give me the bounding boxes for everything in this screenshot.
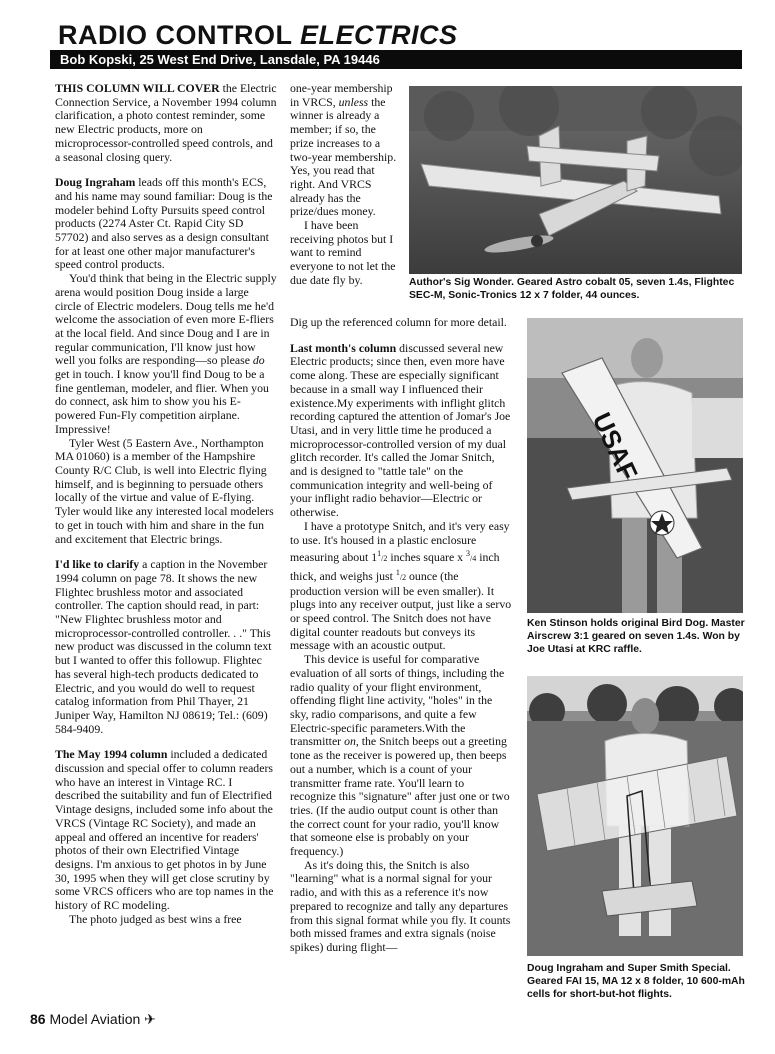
photo-super-smith — [527, 676, 743, 956]
photo-sig-wonder — [409, 86, 742, 274]
paragraph-device-useful — [290, 653, 512, 859]
column-title-part1: RADIO CONTROL — [58, 20, 292, 50]
paragraph-text: the Electric Connection Service, a November 1994 column clarification, a photo contest reminder, some new Electric products, more on microprocessor-controlled speed controls, and a seasonal closing query. — [55, 81, 277, 164]
photo-bird-dog — [527, 318, 743, 613]
column-1 — [55, 82, 277, 926]
paragraph-tyler: Tyler West (5 Eastern Ave., Northampton MA 01060) is a member of the Hampshire County R/C Club, is well into Electric flying himself, and is beginning to persuade others locally of the virtue and value of E-flying. Tyler would like any interested local modelers to get in touch with him and share in the fun and excitement that Electric brings. — [55, 435, 274, 546]
paragraph-text: This device is useful for comparative evaluation of all sorts of things, including the radio quality of your flight environment, offending flight line activity, "holes" in the sky, radio comparisons, and quite a few Electric-specific parameters.With the transmitter — [290, 652, 505, 749]
column-title-part2: ELECTRICS — [300, 20, 458, 50]
paragraph-text: , the Snitch beeps out a greeting tone as the receiver is powered up, then beeps out a number, which is a count of your transmitter frame rate. You'll learn to recognize this "signature" after just one or two tries. (If the audio output count is other than the correct count for your radio, you'll know that someone else is probably on your frequency.) — [290, 734, 510, 859]
lead-in: Last month's column — [290, 340, 397, 355]
paragraph-prototype-snitch — [290, 520, 512, 653]
paragraph-text: one-year membership in VRCS, — [290, 81, 393, 109]
paragraph-learning: As it's doing this, the Snitch is also "learning" what is a normal signal for your radio, and with this as a reference it's now prepared to recognize and tally any departures from this signal format while you fly. It counts both missed frames and extra signals (noise spikes) during flight— — [290, 857, 511, 954]
paragraph-membership — [290, 82, 398, 219]
paragraph-text: discussed several new Electric products; since then, even more have come along. These are especially significant because in a small way I influenced their existence.My experiments with inflight glitch recording captured the attention of Jomar's Joe Utasi, and in very little time he produced a microprocessor-controlled version of my dual glitch recorder. It's called the Jomar Snitch, and is designed to "tattle tale" on the communication integrity and well-being of your inflight radio behavior—Electric or otherwise. — [290, 340, 511, 520]
fraction-numerator: 3 — [466, 549, 471, 559]
paragraph-text: included a dedicated discussion and special offer to column readers who have an interest in Vintage RC. I described the suitability and fun of Electrified Vintage designs, included some info about the VRCS (Vintage RC Society), and made an appeal and offered an incentive for readers' photos of their own Electrified Vintage designs. I'm anxious to get photos in by June 30, 1995 when they will get close scrutiny by some VRCS officers who are top names in the history of RC modeling. — [55, 747, 274, 913]
emphasis: do — [252, 353, 265, 368]
page-footer — [30, 1011, 156, 1028]
paragraph-text: a caption in the November 1994 column on page 78. It shows the new Flightec brushless motor and associated controller. The caption should read, in part: "New Flightec brushless motor and microprocessor-controlled controller. . ." This new product was discussed in the column text but I wanted to offer this followup. Flightec has several high-tech products dedicated to Electric, and you would do well to request catalog information from Phil Thayer, 21 Juniper Way, Hamilton NJ 08619; Tel.: (609) 584-9409. — [55, 557, 272, 736]
fraction-numerator: 1 — [395, 567, 400, 577]
paragraph-text: You'd think that being in the Electric supply arena would position Doug inside a large circle of Electric modelers. Doug tells me he'd welcome the association of even more E-fliers at the local field. And since Doug and I are in regular communication, I'll know just how well you folks are responding—so please — [55, 271, 277, 368]
paragraph-text: the winner is already a member; if so, the prize increases to a two-year membership. Yes, you read that right. And VRCS already has the prize/dues money. — [290, 94, 397, 219]
airplane-icon: ✈ — [144, 1011, 156, 1027]
caption-photo-2: Ken Stinson holds original Bird Dog. Master Airscrew 3:1 geared on seven 1.4s. Won by Joe Utasi at KRC raffle. — [527, 618, 745, 655]
magazine-name: Model Aviation — [49, 1011, 141, 1027]
paragraph-reminder: I have been receiving photos but I want to remind everyone to not let the due date fly by. — [290, 218, 396, 287]
page-number: 86 — [30, 1011, 46, 1027]
paragraph-intro — [55, 82, 277, 164]
lead-in: The May 1994 column — [55, 747, 168, 762]
paragraph-detail: Dig up the referenced column for more detail. — [290, 315, 507, 329]
emphasis: on — [344, 734, 356, 749]
lead-in: THIS COLUMN WILL COVER — [55, 81, 220, 95]
paragraph-may-column — [55, 748, 277, 912]
fraction-denominator: /2 — [381, 554, 388, 564]
caption-photo-3: Doug Ingraham and Super Smith Special. Geared FAI 15, MA 12 x 8 folder, 10 600-mAh cells for short-but-hot flights. — [527, 963, 745, 1000]
column-2-top — [290, 82, 398, 288]
usaf-marking: USAF — [586, 407, 644, 485]
fraction-numerator: 1 — [377, 549, 382, 559]
paragraph-text: ounce (the production version will be even smaller). It plugs into any receiver output, just like a servo or speed control. The Snitch does not have digital counter readouts but conveys its message with an acoustic output. — [290, 568, 512, 653]
fraction-denominator: /2 — [399, 572, 407, 582]
paragraph-last-month — [290, 342, 512, 520]
paragraph-text: I have a prototype Snitch, and it's very easy to use. It's housed in a plastic enclosure measuring about 1 — [290, 518, 510, 565]
paragraph-doug — [55, 176, 277, 272]
author-byline: Bob Kopski, 25 West End Drive, Lansdale, PA 19446 — [50, 50, 742, 69]
paragraph-text: inch thick, and weighs just — [290, 550, 500, 583]
paragraph-clarify — [55, 558, 277, 736]
lead-in: I'd like to clarify — [55, 557, 140, 572]
caption-photo-1: Author's Sig Wonder. Geared Astro cobalt 05, seven 1.4s, Flightec SEC-M, Sonic-Tronics 12 x 7 folder, 44 ounces. — [409, 277, 735, 301]
emphasis: unless — [338, 94, 369, 109]
paragraph-text: get in touch. I know you'll find Doug to be a fine gentleman, modeler, and flier. When you do connect, ask him to show you his E-powered Fun-Fly competition airplane. Impressive! — [55, 367, 269, 436]
paragraph-text: inches square x — [387, 550, 467, 565]
paragraph-electric-supply — [55, 272, 277, 436]
fraction-denominator: /4 — [470, 554, 477, 564]
paragraph-text: leads off this month's ECS, and his name may sound familiar: Doug is the modeler behind Lofty Pursuits speed control products (2274 Aster Ct. Rapid City SD 57702) and also serves as a design consultant for at least one other major manufacturer's speed control products. — [55, 175, 273, 272]
paragraph-photo-judged: The photo judged as best wins a free — [69, 911, 242, 926]
lead-in: Doug Ingraham — [55, 175, 136, 190]
column-2-main — [290, 316, 512, 955]
column-title — [58, 20, 458, 51]
